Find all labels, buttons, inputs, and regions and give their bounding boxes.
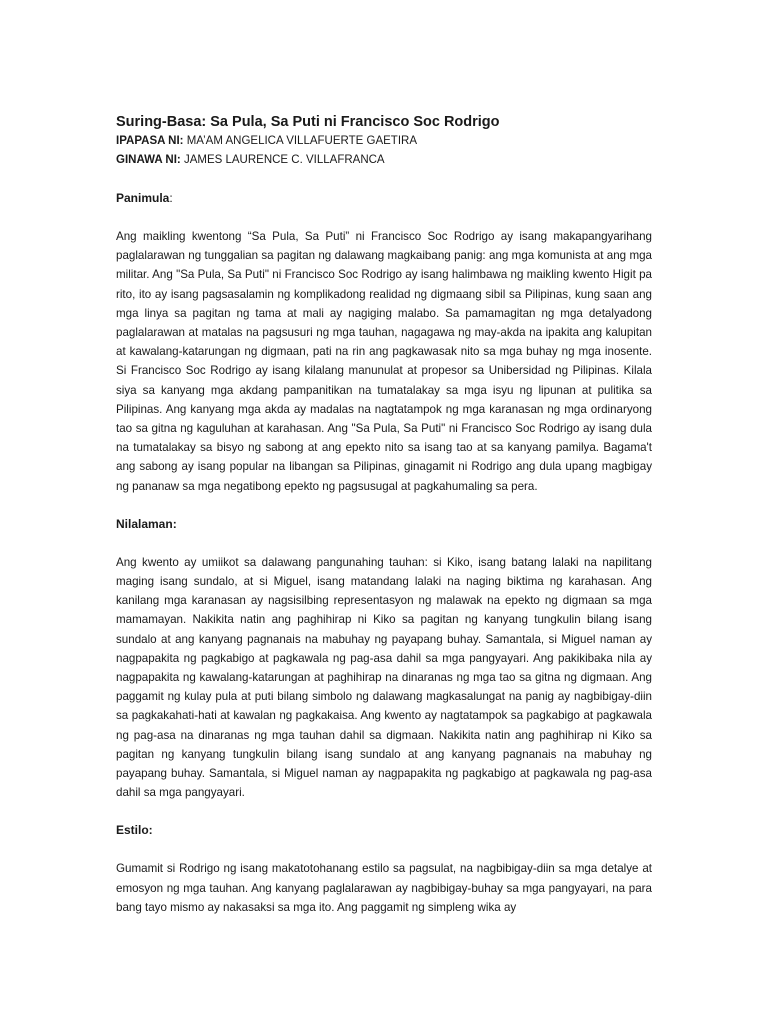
document-content <box>116 112 652 917</box>
ipapasa-label: IPAPASA NI: <box>116 135 184 147</box>
ginawa-line <box>116 151 652 170</box>
panimula-heading: Panimula: <box>116 191 173 205</box>
estilo-heading: Estilo: <box>116 823 153 838</box>
ginawa-label: GINAWA NI: <box>116 154 181 166</box>
ginawa-value: JAMES LAURENCE C. VILLAFRANCA <box>180 154 385 166</box>
ipapasa-line <box>116 132 652 151</box>
nilalaman-heading: Nilalaman: <box>116 516 177 531</box>
nilalaman-body: Ang kwento ay umiikot sa dalawang pangunahing tauhan: si Kiko, isang batang lalaki na napilitang maging isang sundalo, at si Miguel, isang matandang lalaki na naging biktima ng karahasan. Ang kanilang mga karanasan ay nagsisilbing representasyon ng malawak na epekto ng digmaan sa mga mamamayan. Nakikita natin ang paghihirap ni Kiko sa pagitan ng kanyang tungkulin bilang isang sundalo at ang kanyang pagnanais na mabuhay ng payapang buhay. Samantala, si Miguel naman ay nagpapakita ng pagkabigo at pagkawala ng pag-asa dahil sa mga pangyayari. Ang pakikibaka nila ay nagpapakita ng kawalang-katarungan at paghihirap na dinaranas ng mga tao sa gitna ng digmaan. Ang paggamit ng kulay pula at puti bilang simbolo ng dalawang magkasalungat na panig ay nagbibigay-diin sa pagkakahati-hati at kawalan ng pagkakaisa. Ang kwento ay nagtatampok sa pagkabigo at pagkawala ng pag-asa na dinaranas ng mga tauhan dahil sa digmaan. Nakikita natin ang paghihirap ni Kiko sa pagitan ng kanyang tungkulin bilang isang sundalo at ang kanyang pagnanais na mabuhay ng payapang buhay. Samantala, si Miguel naman ay nagpapakita ng pagkabigo at pagkawala ng pag-asa dahil sa mga pangyayari. <box>116 555 652 800</box>
ipapasa-value: MA’AM ANGELICA VILLAFUERTE GAETIRA <box>183 135 417 147</box>
document-title: Suring-Basa: Sa Pula, Sa Puti ni Francisco Soc Rodrigo <box>116 114 500 130</box>
panimula-heading-colon: : <box>169 191 173 205</box>
panimula-body: Ang maikling kwentong “Sa Pula, Sa Puti” ni Francisco Soc Rodrigo ay isang makapangyarihang paglalarawan ng tunggalian sa pagitan ng dalawang magkaibang panig: ang mga komunista at ang mga militar. Ang "Sa Pula, Sa Puti" ni Francisco Soc Rodrigo ay isang halimbawa ng maikling kwento Higit pa rito, ito ay isang pagsasalamin ng komplikadong realidad ng digmaang sibil sa Pilipinas, kung saan ang mga linya sa pagitan ng tama at mali ay nagiging malabo. Sa pamamagitan ng mga detalyadong paglalarawan at matalas na pagsusuri ng mga tauhan, nagagawa ng may-akda na ipakita ang kalupitan at kawalang-katarungan ng digmaan, pati na rin ang pagkawasak nito sa mga buhay ng mga inosente. Si Francisco Soc Rodrigo ay isang kilalang manunulat at propesor sa Unibersidad ng Pilipinas. Kilala siya sa kanyang mga akdang pampanitikan na tumatalakay sa mga isyu ng lipunan at pulitika sa Pilipinas. Ang kanyang mga akda ay madalas na nagtatampok ng mga karanasan ng mga ordinaryong tao sa gitna ng kaguluhan at karahasan. Ang "Sa Pula, Sa Puti" ni Francisco Soc Rodrigo ay isang dula na tumatalakay sa bisyo ng sabong at ang epekto nito sa isang tao at sa kanyang pamilya. Bagama't ang sabong ay isang popular na libangan sa Pilipinas, ginagamit ni Rodrigo ang dula upang magbigay ng pananaw sa mga negatibong epekto ng pagsusugal at pagkahumaling sa pera. <box>116 230 652 493</box>
estilo-body: Gumamit si Rodrigo ng isang makatotohanang estilo sa pagsulat, na nagbibigay-diin sa mga detalye at emosyon ng mga tauhan. Ang kanyang paglalarawan ay nagbibigay-buhay sa mga pangyayari, na para bang tayo mismo ay nakasaksi sa mga ito. Ang paggamit ng simpleng wika ay <box>116 862 652 914</box>
